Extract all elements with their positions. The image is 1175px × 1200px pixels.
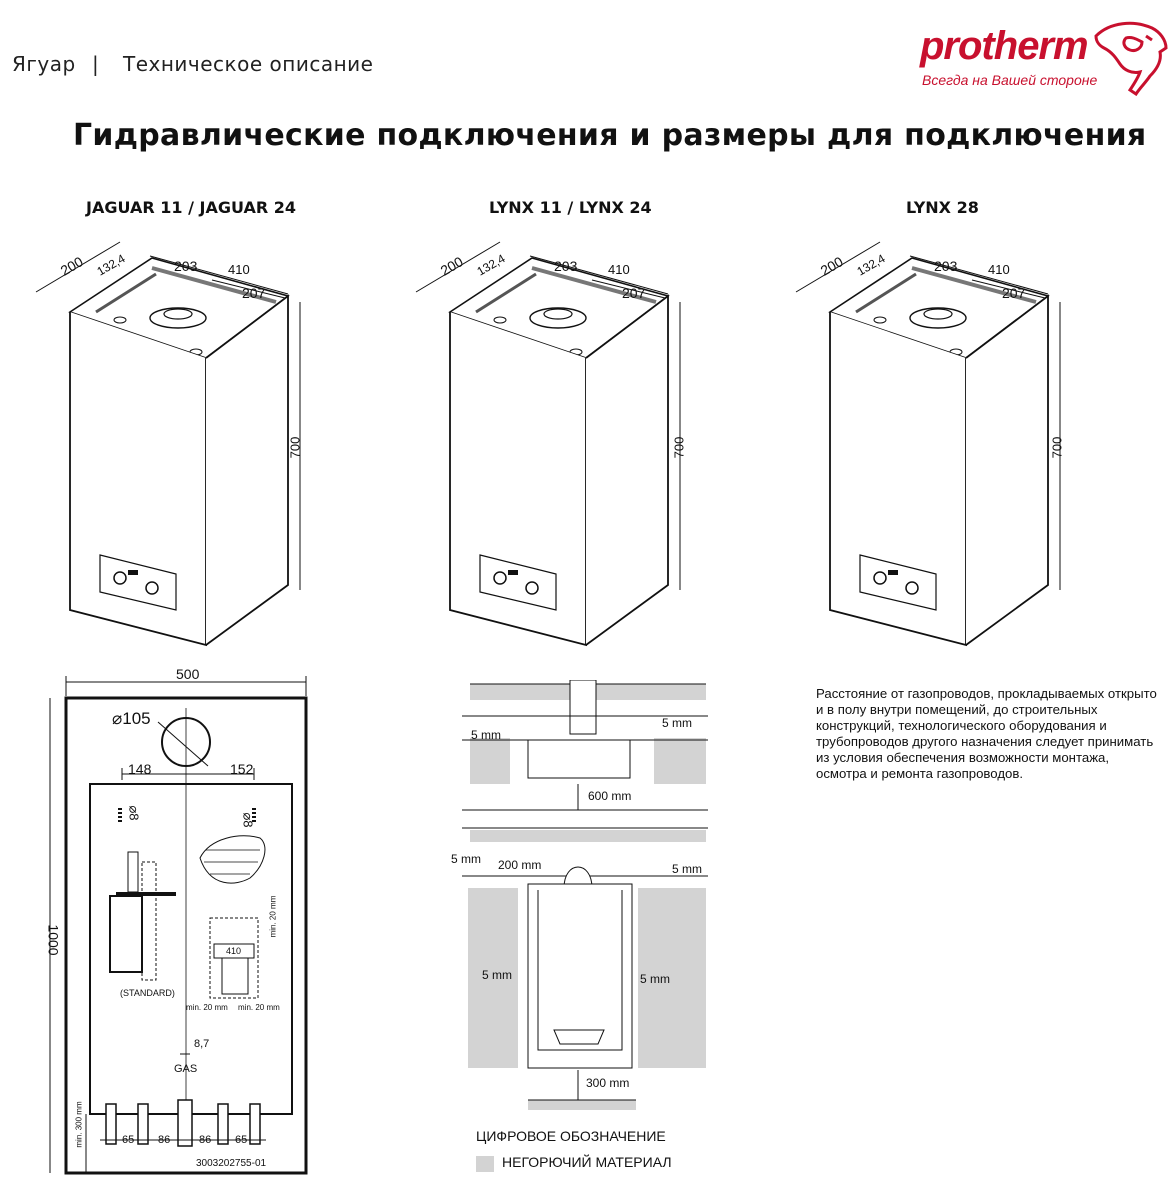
- clearance-diagram: [458, 680, 718, 1180]
- gas-offset: 8,7: [194, 1038, 210, 1050]
- clear-bottom: 300 mm: [586, 1076, 630, 1090]
- dim-flue-right: 207: [622, 285, 646, 301]
- dim-width: 410: [608, 262, 630, 277]
- hook-right-dia: ⌀8: [240, 812, 256, 828]
- spacing-3: 86: [199, 1134, 212, 1146]
- min-300-label: min. 300 mm: [74, 1101, 84, 1148]
- dim-height: 700: [287, 436, 303, 459]
- plan-height: 1000: [45, 924, 62, 956]
- dim-height: 700: [671, 436, 687, 459]
- logo-slogan: Всегда на Вашей стороне: [922, 72, 1098, 88]
- model-label-jaguar: JAGUAR 11 / JAGUAR 24: [86, 198, 296, 217]
- dim-offset: 132,4: [474, 251, 508, 279]
- logo-wordmark: protherm: [920, 24, 1088, 68]
- dim-offset: 132,4: [854, 251, 888, 279]
- spacing-2: 86: [158, 1134, 171, 1146]
- clear-top-left: 5 mm: [471, 728, 501, 742]
- header-section: Техническое описание: [123, 52, 374, 76]
- legend-digital: ЦИФРОВОЕ ОБОЗНАЧЕНИЕ: [476, 1128, 666, 1144]
- model-label-lynx24: LYNX 11 / LYNX 24: [489, 198, 652, 217]
- dim-flue-right: 207: [1002, 285, 1026, 301]
- standard-label: (STANDARD): [120, 988, 175, 998]
- model-label-lynx28: LYNX 28: [906, 198, 979, 217]
- niche-min-left: min. 20 mm: [186, 1003, 228, 1012]
- clear-wall-right: 5 mm: [640, 972, 670, 986]
- clear-top-right: 5 mm: [662, 716, 692, 730]
- dim-to-flue: 203: [554, 258, 578, 274]
- gas-pipe-note: Расстояние от газопроводов, прокладываемых открыто и в полу внутри помещений, до строительных конструкций, технологического оборудования и трубопроводов другого назначения следует принимать из условия обеспечения возможности монтажа, осмотра и ремонта газопроводов.: [816, 686, 1157, 781]
- spacing-1: 65: [122, 1134, 135, 1146]
- clear-shelf: 600 mm: [588, 789, 632, 803]
- dim-flue-right: 207: [242, 285, 266, 301]
- drawing-number: 3003202755-01: [196, 1158, 267, 1169]
- clear-side-left: 5 mm: [451, 852, 481, 866]
- plan-width: 500: [176, 666, 200, 682]
- clear-200: 200 mm: [498, 858, 542, 872]
- spacing-4: 65: [235, 1134, 248, 1146]
- hook-left-dia: ⌀8: [126, 805, 142, 821]
- boiler-drawings: [0, 240, 1175, 650]
- page-title: Гидравлические подключения и размеры для подключения: [73, 118, 1147, 153]
- header-product: Ягуар: [12, 52, 76, 76]
- dim-depth: 200: [817, 253, 846, 279]
- flue-diameter: ⌀105: [112, 709, 151, 728]
- header-separator: |: [92, 52, 100, 76]
- legend-material: НЕГОРЮЧИЙ МАТЕРИАЛ: [502, 1154, 672, 1170]
- dim-depth: 200: [437, 253, 466, 279]
- dim-depth: 200: [57, 253, 86, 279]
- niche-width: 410: [226, 946, 242, 956]
- dist-148: 148: [128, 761, 152, 777]
- dim-width: 410: [988, 262, 1010, 277]
- niche-min-vertical: min. 20 mm: [268, 895, 278, 938]
- clear-side-right: 5 mm: [672, 862, 702, 876]
- dim-height: 700: [1049, 436, 1065, 459]
- dim-width: 410: [228, 262, 250, 277]
- dim-to-flue: 203: [934, 258, 958, 274]
- clear-wall-left: 5 mm: [482, 968, 512, 982]
- panther-icon: [1090, 18, 1170, 96]
- dim-offset: 132,4: [94, 251, 128, 279]
- niche-min-right: min. 20 mm: [238, 1003, 280, 1012]
- brand-logo: [920, 18, 1170, 98]
- dist-152: 152: [230, 761, 254, 777]
- dim-to-flue: 203: [174, 258, 198, 274]
- gas-label: GAS: [174, 1063, 198, 1075]
